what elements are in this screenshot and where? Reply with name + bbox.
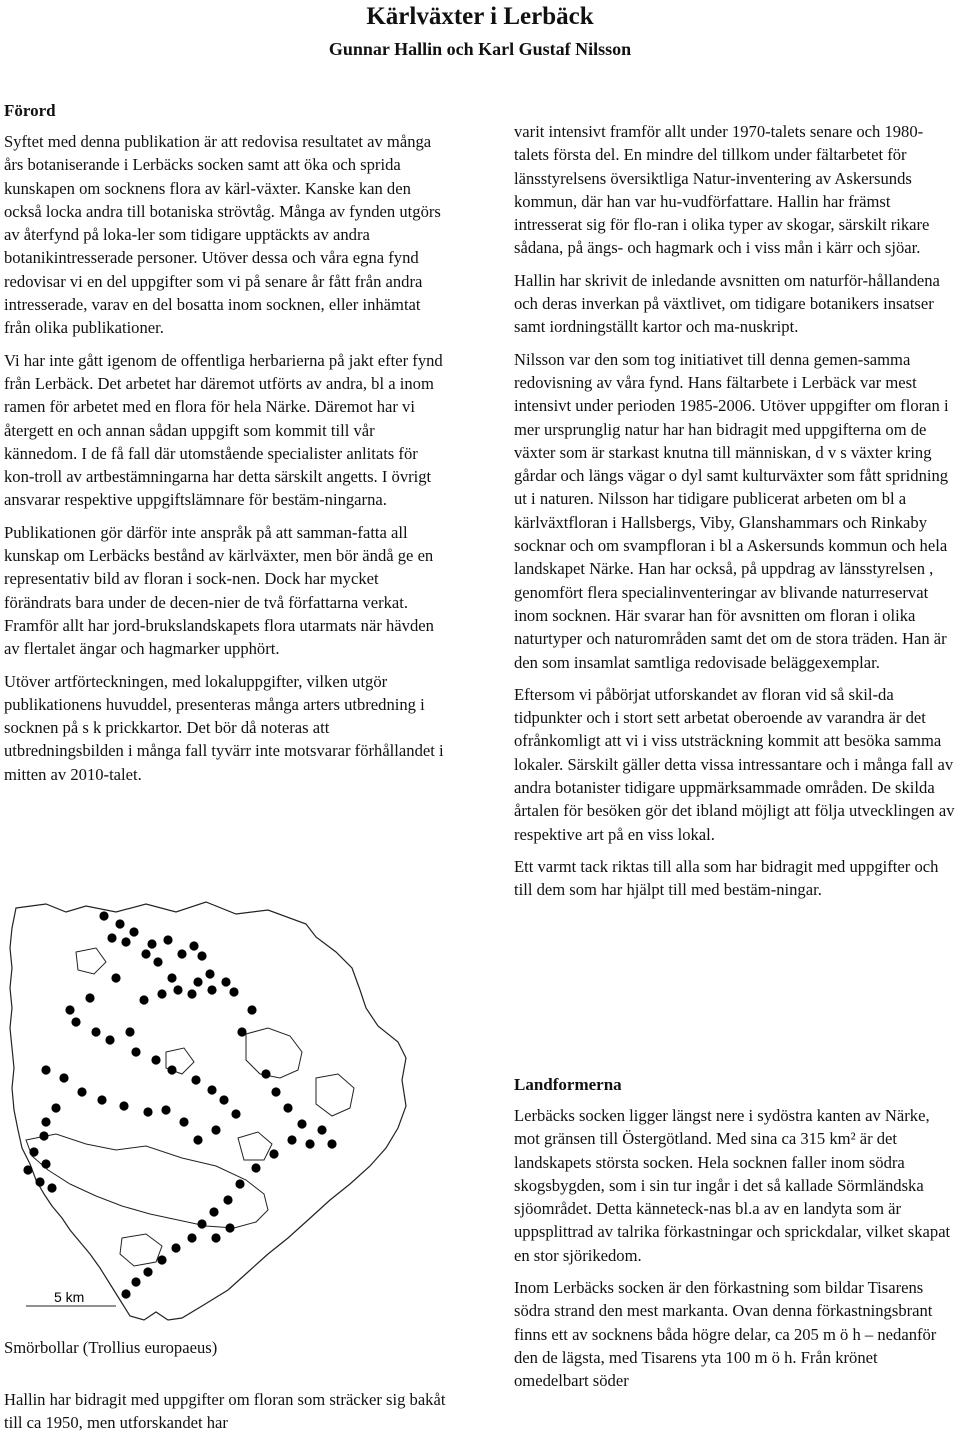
occurrence-dot — [143, 1107, 152, 1116]
occurrence-dot — [115, 919, 124, 928]
occurrence-dot — [235, 1179, 244, 1188]
occurrence-dot — [167, 1065, 176, 1074]
lake-outline — [316, 1074, 354, 1116]
occurrence-dot — [41, 1159, 50, 1168]
occurrence-dot — [39, 1131, 48, 1140]
paragraph: Inom Lerbäcks socken är den förkastning som bildar Tisarens södra strand den mest markanta. Ovan denna förkastningsbrant finns ett av socknens båda högre delar, ca 205 m ö h – nedanför den de lägsta, med Tisarens yta 100 m ö h. Från krönet omedelbart söder — [514, 1278, 937, 1391]
occurrence-dot — [297, 1119, 306, 1128]
occurrence-dot — [125, 1027, 134, 1036]
occurrence-dot — [77, 1087, 86, 1096]
occurrence-dot — [71, 1017, 80, 1026]
occurrence-dot — [261, 1069, 270, 1078]
lake-outline — [76, 948, 106, 974]
occurrence-dot — [205, 969, 214, 978]
occurrence-dot — [151, 1055, 160, 1064]
paragraph: Eftersom vi påbörjat utforskandet av floran vid så skil-da tidpunkter och i stort sett arbetat oberoende av varandra är det ofrånkomligt att vi i viss utsträckning kommit att besöka samma lokaler. Särskilt gäller detta vissa intressantare och i många fall av andra botanister tidigare uppmärksammade områden. De skilda årtalen för besöken gör det ibland möjligt att följa utvecklingen av respektive art på en viss lokal. — [514, 684, 955, 844]
occurrence-dot — [121, 937, 130, 946]
page-title: Kärlväxter i Lerbäck — [366, 3, 594, 30]
occurrence-dot — [129, 927, 138, 936]
occurrence-dot — [173, 985, 182, 994]
occurrence-dot — [107, 933, 116, 942]
occurrence-dot — [177, 949, 186, 958]
occurrence-dot — [167, 973, 176, 982]
landformerna-section — [514, 1074, 956, 1402]
occurrence-dot — [191, 1075, 200, 1084]
occurrence-dot — [189, 941, 198, 950]
occurrence-dot — [85, 993, 94, 1002]
occurrence-dot — [251, 1163, 260, 1172]
occurrence-dot — [271, 1087, 280, 1096]
occurrence-dot — [153, 957, 162, 966]
paragraph: Publikationen gör därför inte anspråk på att samman-fatta all kunskap om Lerbäcks bestånd av kärlväxter, men bör ändå ge en representativ bild av floran i sock-nen. Dock har mycket förändrats bara under de decen-nier de två författarna verkat. Framför allt har jord-brukslandskapets flora utarmats när hävden av flertalet ängar och hagmarker upphört. — [4, 522, 434, 659]
lake-outline — [26, 1134, 268, 1228]
paragraph: varit intensivt framför allt under 1970-talets senare och 1980-talets första del. En mindre del tillkom under fältarbetet för länsstyrelsens översiktliga Natur-inventering av Askersunds kommun, där han var hu-vudförfattare. Hallin har främst intresserat sig för flo-ran i olika typer av skogar, särskilt rikare sådana, på ängs- och hagmark och i viss mån i kärr och sjöar. — [514, 122, 930, 258]
occurrence-dot — [219, 1095, 228, 1104]
parish-outline — [10, 902, 406, 1320]
occurrence-dot — [187, 1233, 196, 1242]
occurrence-dot — [197, 1219, 206, 1228]
occurrence-dot — [41, 1065, 50, 1074]
occurrence-dot — [223, 1195, 232, 1204]
occurrence-dot — [161, 1105, 170, 1114]
occurrence-dot — [91, 1027, 100, 1036]
occurrence-dot — [231, 1109, 240, 1118]
occurrence-dot — [179, 1117, 188, 1126]
paragraph: Utöver artförteckningen, med lokaluppgifter, vilken utgör publikationens huvuddel, presenteras många arters utbredning i socknen på s k prickkartor. Det bör då noteras att utbredningsbilden i många fall tyvärr inte motsvarar förhållandet i mitten av 2010-talet. — [4, 671, 444, 784]
lake-outline — [120, 1234, 162, 1266]
occurrence-dot — [111, 973, 120, 982]
occurrence-dot — [119, 1101, 128, 1110]
occurrence-dot — [209, 1207, 218, 1216]
occurrence-dot — [193, 1135, 202, 1144]
occurrence-dot — [229, 987, 238, 996]
right-column — [514, 120, 956, 911]
occurrence-dot — [23, 1165, 32, 1174]
occurrence-dot — [305, 1139, 314, 1148]
distribution-map — [6, 882, 436, 1322]
occurrence-dot — [29, 1147, 38, 1156]
occurrence-dot — [225, 1223, 234, 1232]
occurrence-dot — [65, 1005, 74, 1014]
occurrence-dot — [197, 951, 206, 960]
section-heading-landformerna: Landformerna — [514, 1075, 622, 1094]
occurrence-dot — [237, 1027, 246, 1036]
occurrence-dot — [211, 1125, 220, 1134]
occurrence-dot — [143, 1267, 152, 1276]
occurrence-dot — [163, 935, 172, 944]
occurrence-dot — [193, 977, 202, 986]
occurrence-dot — [207, 1085, 216, 1094]
occurrence-dot — [157, 989, 166, 998]
occurrence-dot — [97, 1095, 106, 1104]
occurrence-dot — [327, 1139, 336, 1148]
occurrence-dot — [187, 989, 196, 998]
occurrence-dot — [247, 1005, 256, 1014]
occurrence-dot — [131, 1277, 140, 1286]
occurrence-dot — [171, 1243, 180, 1252]
occurrence-dot — [283, 1103, 292, 1112]
occurrence-dot — [139, 995, 148, 1004]
paragraph: Syftet med denna publikation är att redovisa resultatet av många års botaniserande i Lerbäcks socken samt att öka och sprida kunskapen om socknens flora av kärl-växter. Kanske kan den också locka andra till botaniska strövtåg. Många av fynden utgörs av återfynd på loka-ler som tidigare upptäckts av andra botanikintresserade personer. Utöver dessa och våra egna fynd redovisar vi en del uppgifter som vi på senare år fått från andra intresserade, varav en del bosatta inom socknen, eller inhämtat från olika publikationer. — [4, 132, 441, 338]
occurrence-dot — [105, 1035, 114, 1044]
occurrence-dot — [287, 1135, 296, 1144]
paragraph: Vi har inte gått igenom de offentliga herbarierna på jakt efter fynd från Lerbäck. Det arbetet har däremot utförts av andra, bl a inom ramen för arbetet med en flora för hela Närke. Däremot har vi återgett en och annan sådan uppgift som kommit till vår kännedom. I de få fall där utomstående specialister anlitats för kon-troll av artbestämningarna har detta särskilt angetts. I övrigt ansvarar respektive uppgiftslämnare för bestäm-ningarna. — [4, 350, 443, 510]
scale-label: 5 km — [54, 1289, 85, 1305]
occurrence-dot — [121, 1289, 130, 1298]
left-column — [4, 100, 449, 795]
paragraph: Nilsson var den som tog initiativet till denna gemen-samma redovisning av våra fynd. Hans fältarbete i Lerbäck var mest intensivt under perioden 1985-2006. Utöver uppgifter om floran i mer ursprunglig natur har han bidragit med uppgifterna om de växter som är starkast knutna till människan, d v s växter kring gårdar och längs vägar o dyl samt kulturväxter som fått spridning ut i naturen. Nilsson har tidigare publicerat arbeten om bl a kärlväxtfloran i Hallsbergs, Viby, Glanshammars och Rinkaby socknar och om svampfloran i bl a Askersunds kommun och hela landskapet Närke. Han har också, på uppdrag av länsstyrelsen , genomfört flera specialinventeringar av blivande naturreservat inom socknen. Här svarar han för avsnitten om floran i olika naturtyper och naturområden samt det om de stora träden. Han är den som insamlat samtliga redovisade beläggexemplar. — [514, 349, 949, 672]
occurrence-dot — [141, 949, 150, 958]
occurrence-dot — [41, 1117, 50, 1126]
paragraph: Ett varmt tack riktas till alla som har bidragit med uppgifter och till dem som har hjälpt till med bestäm-ningar. — [514, 856, 939, 900]
occurrence-dot — [221, 977, 230, 986]
authors: Gunnar Hallin och Karl Gustaf Nilsson — [328, 39, 632, 59]
occurrence-dot — [47, 1183, 56, 1192]
occurrence-dot — [131, 1047, 140, 1056]
occurrence-dot — [269, 1149, 278, 1158]
occurrence-dot — [207, 985, 216, 994]
section-heading-forord: Förord — [4, 101, 56, 120]
occurrence-dot — [211, 1233, 220, 1242]
occurrence-dots — [23, 911, 336, 1298]
paragraph: Hallin har skrivit de inledande avsnitten om naturför-hållandena och deras inverkan på växtlivet, om tidigare botanikers insatser samt iordningställt kartor och ma-nuskript. — [514, 270, 940, 337]
paragraph: Hallin har bidragit med uppgifter om floran som sträcker sig bakåt till ca 1950, men utforskandet har — [4, 1390, 446, 1433]
occurrence-dot — [51, 1103, 60, 1112]
lake-outline — [238, 1132, 272, 1160]
occurrence-dot — [59, 1073, 68, 1082]
occurrence-dot — [147, 939, 156, 948]
occurrence-dot — [157, 1255, 166, 1264]
occurrence-dot — [317, 1125, 326, 1134]
map-caption: Smörbollar (Trollius europaeus) — [4, 1338, 218, 1357]
occurrence-dot — [99, 911, 108, 920]
occurrence-dot — [35, 1177, 44, 1186]
lake-outline — [246, 1028, 302, 1078]
paragraph: Lerbäcks socken ligger längst nere i sydöstra kanten av Närke, mot gränsen till Östergötland. Med sina ca 315 km² är det landskapets största socken. Hela socknen faller inom södra skogsbygden, som i sin tur ingår i det så kallade Sörmländska sjöområdet. Detta känneteck-nas bl.a av en landyta som är uppsplittrad av talrika förkastningar och sprickdalar, vilket skapat en stor sjörikedom. — [514, 1106, 951, 1265]
